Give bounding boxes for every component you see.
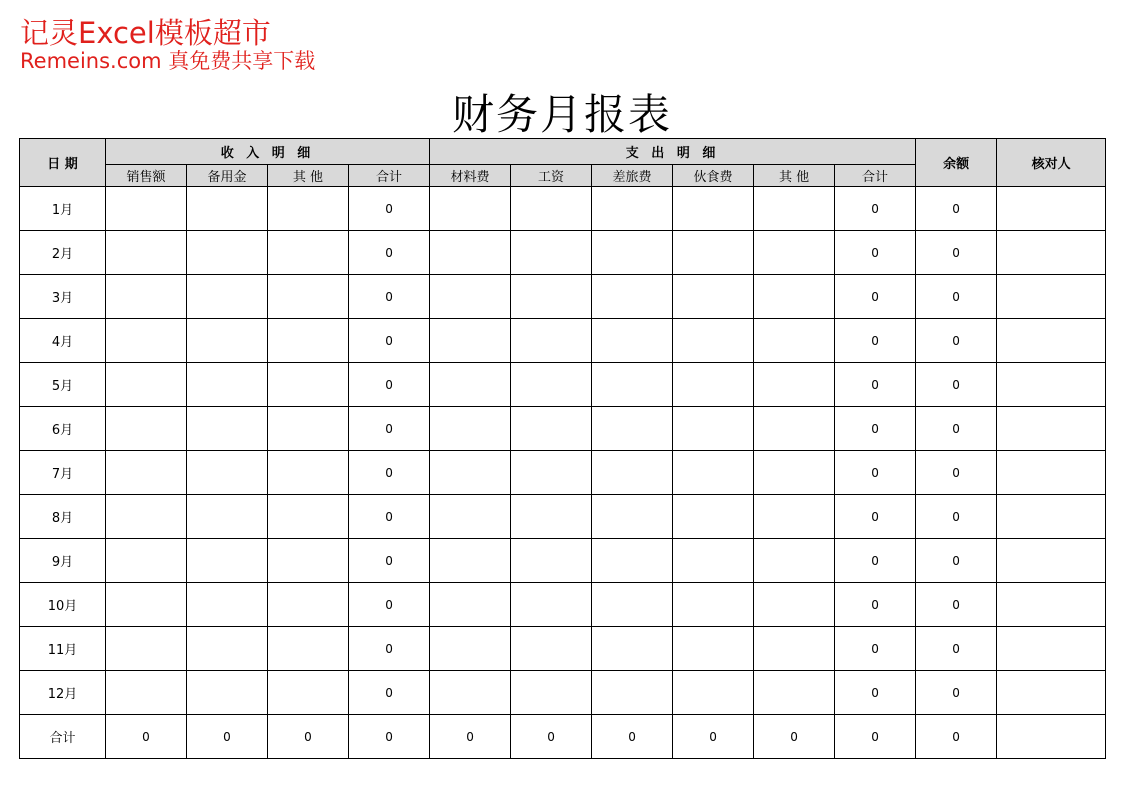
cell-expense-wages[interactable]	[511, 407, 592, 451]
cell-income-reserve[interactable]	[187, 275, 268, 319]
header-income-total: 合计	[349, 165, 430, 187]
cell-balance[interactable]: 0	[916, 363, 997, 407]
header-expense-other: 其 他	[754, 165, 835, 187]
cell-income-total[interactable]: 0	[349, 363, 430, 407]
cell-expense-travel[interactable]	[592, 451, 673, 495]
cell-expense-travel[interactable]	[592, 319, 673, 363]
cell-expense-travel[interactable]	[592, 495, 673, 539]
cell-expense-meals[interactable]	[673, 539, 754, 583]
cell-expense-wages[interactable]	[511, 671, 592, 715]
table-row	[20, 583, 1106, 627]
cell-income-other[interactable]	[268, 275, 349, 319]
cell-expense-materials[interactable]	[430, 583, 511, 627]
cell-checker[interactable]	[997, 363, 1106, 407]
cell-expense-travel[interactable]	[592, 407, 673, 451]
cell-income-other[interactable]	[268, 583, 349, 627]
header-expense-travel: 差旅费	[592, 165, 673, 187]
cell-expense-meals[interactable]	[673, 275, 754, 319]
cell-expense-meals[interactable]	[673, 495, 754, 539]
cell-expense-total[interactable]: 0	[835, 319, 916, 363]
cell-balance[interactable]: 0	[916, 671, 997, 715]
total-balance[interactable]: 0	[916, 715, 997, 759]
cell-expense-travel[interactable]	[592, 627, 673, 671]
cell-income-other[interactable]	[268, 627, 349, 671]
cell-income-reserve[interactable]	[187, 407, 268, 451]
row-label: 6月	[20, 407, 106, 451]
cell-expense-wages[interactable]	[511, 583, 592, 627]
cell-income-sales[interactable]	[106, 275, 187, 319]
header-date: 日 期	[20, 139, 106, 187]
cell-income-other[interactable]	[268, 451, 349, 495]
cell-checker[interactable]	[997, 583, 1106, 627]
cell-income-reserve[interactable]	[187, 451, 268, 495]
table-row	[20, 627, 1106, 671]
header-income-reserve: 备用金	[187, 165, 268, 187]
cell-checker[interactable]	[997, 495, 1106, 539]
cell-expense-wages[interactable]	[511, 319, 592, 363]
table-row	[20, 363, 1106, 407]
cell-balance[interactable]: 0	[916, 627, 997, 671]
cell-expense-total[interactable]: 0	[835, 363, 916, 407]
cell-income-sales[interactable]	[106, 451, 187, 495]
table-row	[20, 671, 1106, 715]
row-label: 2月	[20, 231, 106, 275]
total-income-other[interactable]: 0	[268, 715, 349, 759]
cell-expense-other[interactable]	[754, 319, 835, 363]
cell-income-total[interactable]: 0	[349, 451, 430, 495]
cell-expense-travel[interactable]	[592, 275, 673, 319]
cell-checker[interactable]	[997, 187, 1106, 231]
cell-income-sales[interactable]	[106, 627, 187, 671]
cell-expense-materials[interactable]	[430, 407, 511, 451]
cell-income-total[interactable]: 0	[349, 231, 430, 275]
cell-income-other[interactable]	[268, 231, 349, 275]
cell-expense-meals[interactable]	[673, 451, 754, 495]
cell-expense-total[interactable]: 0	[835, 495, 916, 539]
total-income-reserve[interactable]: 0	[187, 715, 268, 759]
cell-expense-materials[interactable]	[430, 671, 511, 715]
total-expense-total[interactable]: 0	[835, 715, 916, 759]
total-expense-other[interactable]: 0	[754, 715, 835, 759]
cell-income-total[interactable]: 0	[349, 627, 430, 671]
totals-label: 合计	[20, 715, 106, 759]
cell-income-other[interactable]	[268, 187, 349, 231]
cell-balance[interactable]: 0	[916, 451, 997, 495]
cell-expense-other[interactable]	[754, 495, 835, 539]
cell-expense-other[interactable]	[754, 275, 835, 319]
cell-expense-meals[interactable]	[673, 627, 754, 671]
cell-expense-total[interactable]: 0	[835, 583, 916, 627]
cell-income-total[interactable]: 0	[349, 187, 430, 231]
total-expense-wages[interactable]: 0	[511, 715, 592, 759]
cell-expense-travel[interactable]	[592, 231, 673, 275]
cell-expense-other[interactable]	[754, 187, 835, 231]
table-row	[20, 231, 1106, 275]
cell-expense-other[interactable]	[754, 451, 835, 495]
table-row	[20, 275, 1106, 319]
cell-balance[interactable]: 0	[916, 319, 997, 363]
row-label: 10月	[20, 583, 106, 627]
cell-income-reserve[interactable]	[187, 319, 268, 363]
brand-tagline: Remeins.com 真免费共享下载	[20, 48, 316, 73]
cell-expense-total[interactable]: 0	[835, 451, 916, 495]
cell-expense-materials[interactable]	[430, 539, 511, 583]
cell-checker[interactable]	[997, 451, 1106, 495]
cell-income-reserve[interactable]	[187, 627, 268, 671]
cell-income-reserve[interactable]	[187, 231, 268, 275]
header-income-other: 其 他	[268, 165, 349, 187]
row-label: 1月	[20, 187, 106, 231]
cell-income-total[interactable]: 0	[349, 539, 430, 583]
table-row	[20, 319, 1106, 363]
total-expense-materials[interactable]: 0	[430, 715, 511, 759]
cell-expense-materials[interactable]	[430, 627, 511, 671]
cell-expense-wages[interactable]	[511, 451, 592, 495]
cell-expense-total[interactable]: 0	[835, 275, 916, 319]
cell-expense-travel[interactable]	[592, 539, 673, 583]
header-income-group: 收 入 明 细	[106, 139, 430, 165]
cell-expense-total[interactable]: 0	[835, 627, 916, 671]
cell-checker[interactable]	[997, 231, 1106, 275]
cell-expense-other[interactable]	[754, 627, 835, 671]
cell-income-sales[interactable]	[106, 319, 187, 363]
cell-income-sales[interactable]	[106, 187, 187, 231]
cell-expense-meals[interactable]	[673, 363, 754, 407]
cell-balance[interactable]: 0	[916, 231, 997, 275]
cell-balance[interactable]: 0	[916, 187, 997, 231]
cell-income-reserve[interactable]	[187, 539, 268, 583]
cell-income-total[interactable]: 0	[349, 319, 430, 363]
header-balance: 余额	[916, 139, 997, 187]
cell-expense-meals[interactable]	[673, 583, 754, 627]
cell-expense-travel[interactable]	[592, 187, 673, 231]
cell-income-total[interactable]: 0	[349, 495, 430, 539]
cell-expense-meals[interactable]	[673, 671, 754, 715]
cell-income-reserve[interactable]	[187, 495, 268, 539]
cell-balance[interactable]: 0	[916, 495, 997, 539]
cell-income-total[interactable]: 0	[349, 583, 430, 627]
total-income-total[interactable]: 0	[349, 715, 430, 759]
header-expense-group: 支 出 明 细	[430, 139, 916, 165]
cell-expense-wages[interactable]	[511, 275, 592, 319]
total-checker[interactable]	[997, 715, 1106, 759]
cell-balance[interactable]: 0	[916, 407, 997, 451]
cell-expense-travel[interactable]	[592, 363, 673, 407]
cell-income-other[interactable]	[268, 407, 349, 451]
cell-income-other[interactable]	[268, 363, 349, 407]
cell-income-reserve[interactable]	[187, 583, 268, 627]
cell-expense-materials[interactable]	[430, 363, 511, 407]
brand-name: 记灵Excel模板超市	[20, 16, 271, 50]
cell-income-total[interactable]: 0	[349, 275, 430, 319]
cell-expense-meals[interactable]	[673, 187, 754, 231]
cell-expense-wages[interactable]	[511, 539, 592, 583]
financial-report-table	[19, 138, 1106, 759]
cell-expense-total[interactable]: 0	[835, 671, 916, 715]
cell-expense-total[interactable]: 0	[835, 231, 916, 275]
header-income-sales: 销售额	[106, 165, 187, 187]
row-label: 3月	[20, 275, 106, 319]
cell-income-reserve[interactable]	[187, 363, 268, 407]
cell-expense-materials[interactable]	[430, 451, 511, 495]
cell-income-other[interactable]	[268, 539, 349, 583]
cell-expense-materials[interactable]	[430, 319, 511, 363]
cell-expense-other[interactable]	[754, 231, 835, 275]
cell-expense-meals[interactable]	[673, 231, 754, 275]
cell-expense-wages[interactable]	[511, 231, 592, 275]
header-expense-meals: 伙食费	[673, 165, 754, 187]
cell-income-other[interactable]	[268, 495, 349, 539]
cell-expense-materials[interactable]	[430, 495, 511, 539]
cell-expense-wages[interactable]	[511, 187, 592, 231]
cell-expense-other[interactable]	[754, 671, 835, 715]
table-row	[20, 187, 1106, 231]
total-income-sales[interactable]: 0	[106, 715, 187, 759]
header-expense-materials: 材料费	[430, 165, 511, 187]
cell-income-total[interactable]: 0	[349, 671, 430, 715]
cell-balance[interactable]: 0	[916, 539, 997, 583]
cell-expense-materials[interactable]	[430, 275, 511, 319]
table-row	[20, 451, 1106, 495]
cell-expense-total[interactable]: 0	[835, 187, 916, 231]
totals-row	[20, 715, 1106, 759]
table-row	[20, 539, 1106, 583]
report-title: 财务月报表	[451, 90, 672, 139]
row-label: 12月	[20, 671, 106, 715]
row-label: 4月	[20, 319, 106, 363]
cell-checker[interactable]	[997, 319, 1106, 363]
cell-income-sales[interactable]	[106, 363, 187, 407]
cell-income-total[interactable]: 0	[349, 407, 430, 451]
row-label: 5月	[20, 363, 106, 407]
cell-expense-other[interactable]	[754, 363, 835, 407]
cell-expense-travel[interactable]	[592, 671, 673, 715]
table-row	[20, 495, 1106, 539]
cell-income-reserve[interactable]	[187, 187, 268, 231]
cell-expense-materials[interactable]	[430, 231, 511, 275]
cell-income-sales[interactable]	[106, 495, 187, 539]
cell-expense-materials[interactable]	[430, 187, 511, 231]
row-label: 9月	[20, 539, 106, 583]
cell-checker[interactable]	[997, 407, 1106, 451]
cell-income-sales[interactable]	[106, 583, 187, 627]
header-expense-total: 合计	[835, 165, 916, 187]
cell-income-other[interactable]	[268, 319, 349, 363]
cell-expense-total[interactable]: 0	[835, 407, 916, 451]
cell-expense-wages[interactable]	[511, 627, 592, 671]
cell-expense-wages[interactable]	[511, 363, 592, 407]
row-label: 11月	[20, 627, 106, 671]
cell-income-sales[interactable]	[106, 231, 187, 275]
cell-expense-meals[interactable]	[673, 407, 754, 451]
header-checker: 核对人	[997, 139, 1106, 187]
cell-expense-wages[interactable]	[511, 495, 592, 539]
cell-income-sales[interactable]	[106, 671, 187, 715]
cell-expense-other[interactable]	[754, 539, 835, 583]
cell-income-other[interactable]	[268, 671, 349, 715]
cell-income-sales[interactable]	[106, 539, 187, 583]
row-label: 8月	[20, 495, 106, 539]
cell-balance[interactable]: 0	[916, 275, 997, 319]
cell-income-sales[interactable]	[106, 407, 187, 451]
cell-income-reserve[interactable]	[187, 671, 268, 715]
row-label: 7月	[20, 451, 106, 495]
cell-checker[interactable]	[997, 671, 1106, 715]
cell-checker[interactable]	[997, 627, 1106, 671]
header-expense-wages: 工资	[511, 165, 592, 187]
table-row	[20, 407, 1106, 451]
cell-checker[interactable]	[997, 539, 1106, 583]
brand-watermark	[20, 18, 315, 73]
cell-expense-other[interactable]	[754, 407, 835, 451]
cell-checker[interactable]	[997, 275, 1106, 319]
cell-expense-meals[interactable]	[673, 319, 754, 363]
cell-expense-total[interactable]: 0	[835, 539, 916, 583]
cell-expense-travel[interactable]	[592, 583, 673, 627]
total-expense-meals[interactable]: 0	[673, 715, 754, 759]
cell-expense-other[interactable]	[754, 583, 835, 627]
total-expense-travel[interactable]: 0	[592, 715, 673, 759]
cell-balance[interactable]: 0	[916, 583, 997, 627]
